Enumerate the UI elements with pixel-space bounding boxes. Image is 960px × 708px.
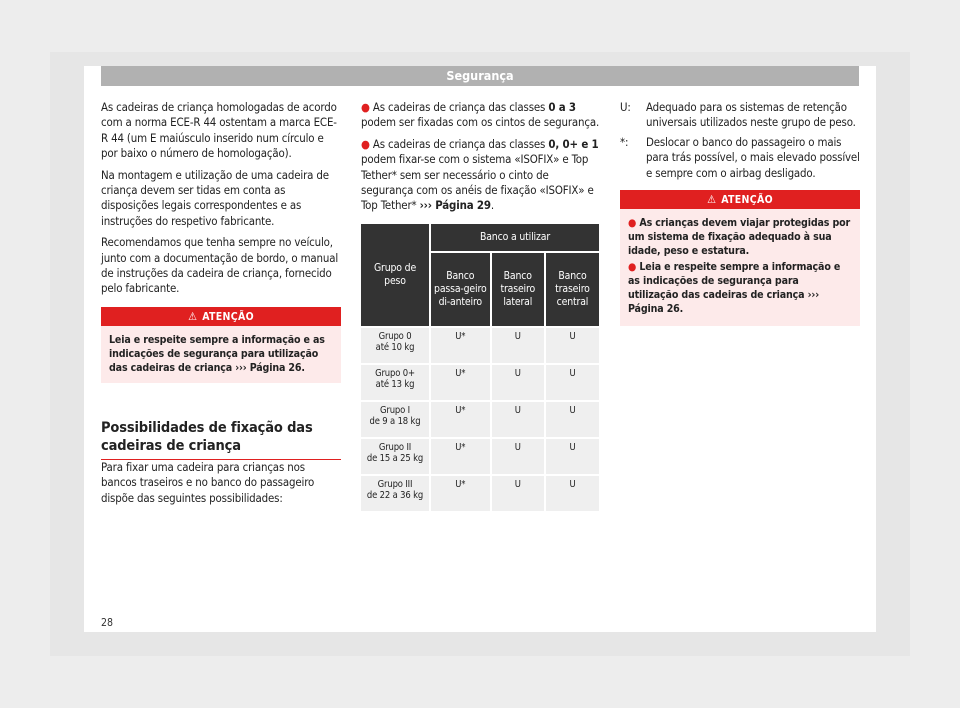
table-cell-group bbox=[361, 402, 429, 437]
bullet-text: As cadeiras de criança das classes bbox=[372, 100, 549, 114]
warning-box bbox=[101, 307, 341, 383]
group-name: Grupo II bbox=[378, 441, 412, 453]
table-cell: U* bbox=[431, 328, 490, 363]
table-header-col: Banco traseiro central bbox=[546, 253, 599, 326]
bullet-icon: ● bbox=[628, 261, 640, 274]
bullet-bold: 0, 0+ e 1 bbox=[548, 136, 599, 151]
group-weight: até 13 kg bbox=[375, 379, 415, 391]
group-name: Grupo 0+ bbox=[375, 367, 415, 379]
warning-triangle-icon: ⚠ bbox=[707, 193, 717, 207]
definition-list bbox=[620, 100, 860, 181]
definition-value: Adequado para os sistemas de retenção universais utilizados neste grupo de peso. bbox=[646, 100, 856, 130]
definition-item bbox=[620, 100, 860, 131]
warning-body bbox=[101, 326, 341, 383]
table-header-group: Grupo de peso bbox=[361, 224, 429, 326]
warning-box bbox=[620, 190, 860, 326]
table-cell: U bbox=[546, 365, 599, 400]
table-cell: U* bbox=[431, 365, 490, 400]
group-name: Grupo I bbox=[380, 404, 410, 416]
table-cell: U bbox=[492, 402, 544, 437]
bullet-bold: 0 a 3 bbox=[548, 100, 576, 114]
table-row bbox=[361, 476, 599, 511]
table-cell: U* bbox=[431, 439, 490, 474]
page-number: 28 bbox=[101, 617, 114, 629]
isofix-page-link[interactable]: ››› Página 29 bbox=[419, 198, 491, 213]
warning-item-text: Leia e respeite sempre a informação e as indicações de segurança para utilização das cadeiras de criança bbox=[628, 261, 841, 302]
warning-item bbox=[628, 216, 852, 258]
table-row bbox=[361, 402, 599, 437]
table-cell: U bbox=[546, 439, 599, 474]
definition-key: U: bbox=[620, 100, 631, 114]
group-weight: até 10 kg bbox=[375, 342, 415, 354]
warning-text: Leia e respeite sempre a informação e as indicações de segurança para utilização das cadeiras de criança bbox=[109, 333, 325, 374]
table-cell: U bbox=[492, 328, 544, 363]
table-cell: U bbox=[492, 365, 544, 400]
table-cell-group bbox=[361, 328, 429, 363]
warning-item bbox=[628, 260, 852, 316]
warning-triangle-icon: ⚠ bbox=[188, 309, 198, 323]
bullet-text-end: . bbox=[490, 198, 494, 213]
group-name: Grupo III bbox=[377, 478, 413, 490]
bullet-text: As cadeiras de criança das classes bbox=[372, 136, 549, 151]
warning-header bbox=[101, 307, 341, 326]
warning-title: ATENÇÃO bbox=[202, 310, 254, 323]
definition-value: Deslocar o banco do passageiro o mais para trás possível, o mais elevado possível e sempre com o airbag desligado. bbox=[646, 134, 860, 180]
table-header-col: Banco traseiro lateral bbox=[492, 253, 544, 326]
table-row bbox=[361, 365, 599, 400]
paragraph-montagem: Na montagem e utilização de uma cadeira de criança devem ser tidas em conta as disposições legais correspondentes e as instruções do respetivo fabricante. bbox=[101, 167, 329, 228]
warning-page-link[interactable]: ››› Página 26. bbox=[628, 289, 819, 316]
column-left bbox=[101, 100, 341, 512]
bullet-icon: ● bbox=[628, 217, 640, 230]
section-header: Segurança bbox=[101, 66, 859, 86]
table-row bbox=[361, 328, 599, 363]
table-cell: U* bbox=[431, 402, 490, 437]
group-weight: de 22 a 36 kg bbox=[366, 490, 424, 502]
table-row bbox=[361, 439, 599, 474]
table-cell: U bbox=[546, 476, 599, 511]
column-middle bbox=[361, 100, 601, 513]
group-weight: de 9 a 18 kg bbox=[369, 416, 421, 428]
paragraph-possibilidades: Para fixar uma cadeira para crianças nos bancos traseiros e no banco do passageiro dispõe das seguintes possibilidades: bbox=[101, 459, 315, 505]
table-cell: U bbox=[546, 328, 599, 363]
table-cell-group bbox=[361, 476, 429, 511]
bullet-item-isofix bbox=[361, 137, 601, 214]
warning-page-link[interactable]: ››› Página 26. bbox=[235, 361, 305, 374]
warning-title: ATENÇÃO bbox=[721, 194, 773, 207]
bullet-icon: ● bbox=[361, 100, 370, 114]
table-cell: U bbox=[492, 439, 544, 474]
warning-item-text: As crianças devem viajar protegidas por um sistema de fixação adequado à sua idade, peso e estatura. bbox=[628, 217, 851, 258]
table-cell-group bbox=[361, 439, 429, 474]
paragraph-homologation: As cadeiras de criança homologadas de acordo com a norma ECE-R 44 ostentam a marca ECE-R 44 (um E maiúsculo inserido num círculo e por baixo o número de homologação). bbox=[101, 100, 337, 161]
table-cell: U* bbox=[431, 476, 490, 511]
table-cell: U bbox=[546, 402, 599, 437]
bullet-icon: ● bbox=[361, 136, 370, 151]
table-cell: U bbox=[492, 476, 544, 511]
group-weight: de 15 a 25 kg bbox=[366, 453, 424, 465]
bullet-text-end: podem ser fixadas com os cintos de segurança. bbox=[361, 115, 600, 130]
bullet-text-mid: podem fixar-se com o sistema «ISOFIX» e Top Tether* sem ser necessário o cinto de segurança com os anéis de fixação «ISOFIX» e Top Tether* bbox=[361, 152, 594, 213]
bullet-item-seatbelt bbox=[361, 100, 601, 131]
table-header-col: Banco passa-geiro di-anteiro bbox=[431, 253, 490, 326]
section-title: Possibilidades de fixação das cadeiras de criança bbox=[101, 419, 341, 460]
paragraph-recomendacao: Recomendamos que tenha sempre no veículo, junto com a documentação de bordo, o manual de instruções da cadeira de criança, fornecido pelo fabricante. bbox=[101, 235, 339, 296]
definition-key: *: bbox=[620, 134, 629, 149]
table-cell-group bbox=[361, 365, 429, 400]
table-header-seat: Banco a utilizar bbox=[431, 224, 599, 251]
column-right bbox=[620, 100, 860, 326]
seat-table bbox=[359, 222, 601, 513]
group-name: Grupo 0 bbox=[378, 330, 412, 342]
definition-item bbox=[620, 135, 860, 181]
warning-header bbox=[620, 190, 860, 209]
warning-body bbox=[620, 209, 860, 326]
